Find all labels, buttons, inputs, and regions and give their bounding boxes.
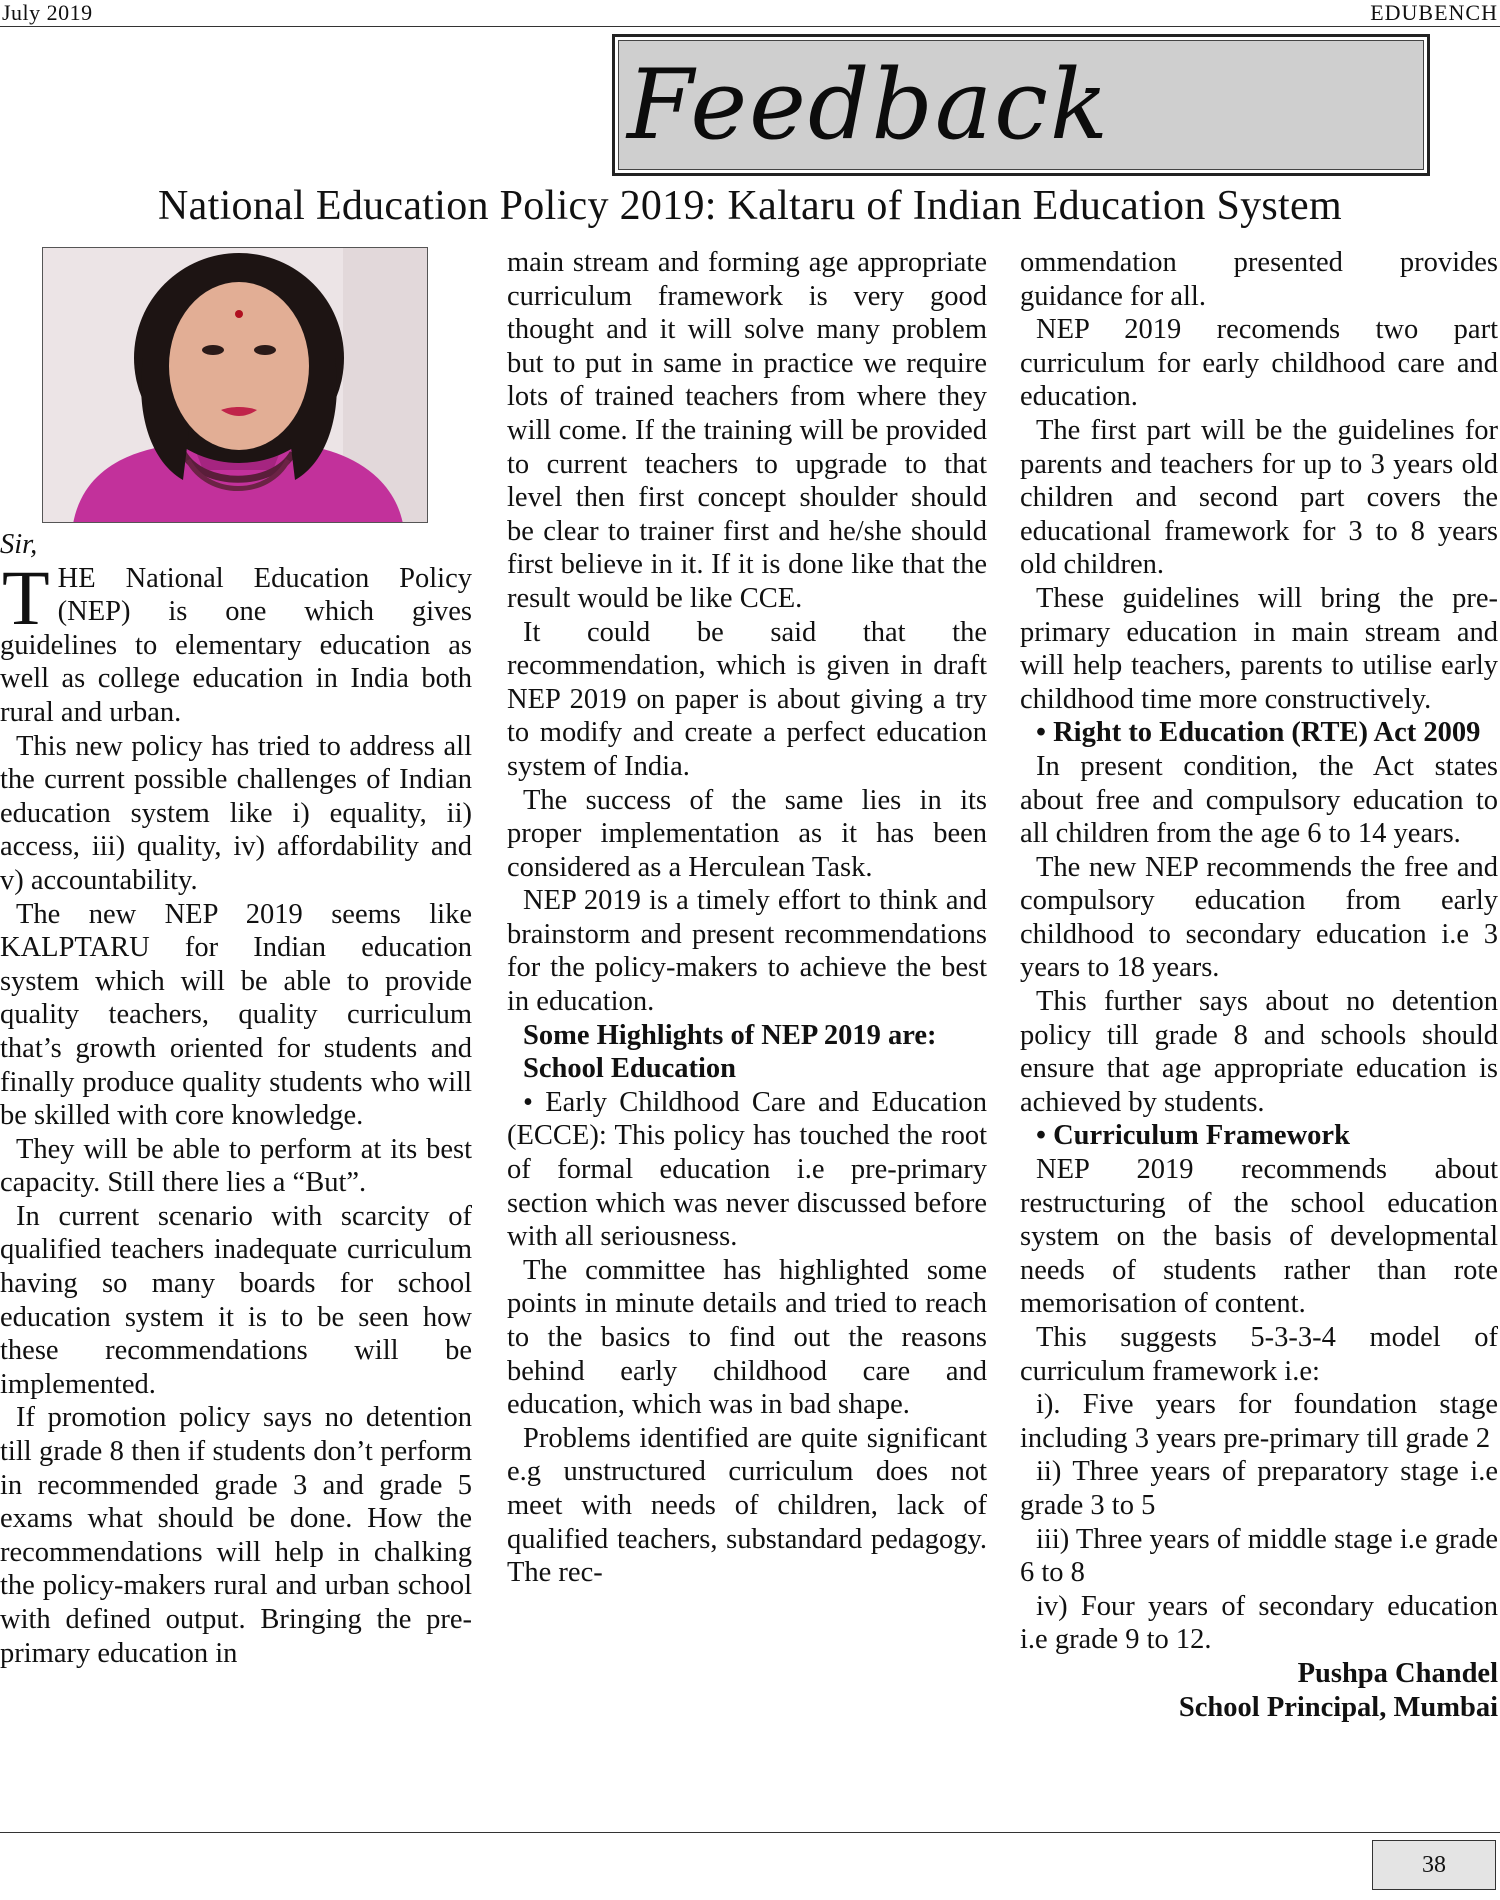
paragraph: They will be able to perform at its best capacity. Still there lies a “But”. xyxy=(0,1133,472,1199)
article-column-3 xyxy=(1020,246,1498,1724)
paragraph: The first part will be the guidelines for parents and teachers for up to 3 years old children and second part covers the educational framework for 3 to 8 years old children. xyxy=(1020,414,1498,581)
page-number: 38 xyxy=(1372,1840,1496,1890)
author-title: School Principal, Mumbai xyxy=(1178,1691,1498,1723)
running-header xyxy=(0,0,1500,27)
section-banner xyxy=(612,34,1430,176)
publication-name: EDUBENCH xyxy=(1370,0,1498,25)
paragraph-text: HE National Education Policy (NEP) is one which gives guidelines to elementary education as well as college education in India both rural and urban. xyxy=(0,562,472,728)
author-portrait-image xyxy=(43,248,428,523)
author-photo xyxy=(42,247,428,523)
salutation: Sir, xyxy=(0,529,38,560)
author-name: Pushpa Chandel xyxy=(1297,1657,1498,1689)
issue-date: July 2019 xyxy=(2,0,93,25)
paragraph xyxy=(0,553,472,730)
paragraph: NEP 2019 recommends about restructuring of the school education system on the basis of developmental needs of students rather than rote memorisation of content. xyxy=(1020,1154,1498,1320)
section-heading: Some Highlights of NEP 2019 are: xyxy=(523,1019,937,1051)
paragraph: In present condition, the Act states about free and compulsory education to all children from the age 6 to 14 years. xyxy=(1020,750,1498,850)
subsection-heading: School Education xyxy=(523,1053,737,1085)
list-item: ii) Three years of preparatory stage i.e grade 3 to 5 xyxy=(1020,1456,1498,1521)
paragraph: In current scenario with scarcity of qualified teachers inadequate curriculum having so many boards for school education system it is to be seen how these recommendations will be implemented. xyxy=(0,1200,472,1400)
paragraph: NEP 2019 is a timely effort to think and brainstorm and present recommendations for the policy-makers to achieve the best in education. xyxy=(507,885,987,1018)
footer-rule xyxy=(0,1832,1500,1833)
article-column-2 xyxy=(507,246,987,1590)
paragraph: The new NEP recommends the free and compulsory education from early childhood to secondary education i.e 3 years to 18 years. xyxy=(1020,851,1498,984)
paragraph: main stream and forming age appropriate curriculum framework is very good thought and it will solve many problem but to put in same in practice we require lots of trained teachers from where they will come. If the training will be provided to current teachers to upgrade to that level then first concept shoulder should be clear to trainer first and he/she should first believe in it. If it is done like that the result would be like CCE. xyxy=(507,247,987,614)
paragraph: It could be said that the recommendation, which is given in draft NEP 2019 on paper is about giving a try to modify and create a perfect education system of India. xyxy=(507,616,987,782)
paragraph: The new NEP 2019 seems like KALPTARU for Indian education system which will be able to provide quality teachers, quality curriculum that’s growth oriented for students and finally produce quality students who will be skilled with core knowledge. xyxy=(0,898,472,1132)
paragraph: These guidelines will bring the pre-primary education in main stream and will help teachers, parents to utilise early childhood time more constructively. xyxy=(1020,582,1498,715)
drop-cap: T xyxy=(2,553,50,641)
list-item: iv) Four years of secondary education i.e grade 9 to 12. xyxy=(1020,1590,1498,1656)
paragraph: The success of the same lies in its proper implementation as it has been considered as a Herculean Task. xyxy=(507,784,987,883)
paragraph: This new policy has tried to address all the current possible challenges of Indian education system like i) equality, ii) access, iii) quality, iv) affordability and v) accountability. xyxy=(0,730,472,896)
list-item: iii) Three years of middle stage i.e grade 6 to 8 xyxy=(1020,1523,1498,1589)
article-headline: National Education Policy 2019: Kaltaru of Indian Education System xyxy=(158,183,1342,229)
subsection-heading: • Curriculum Framework xyxy=(1036,1120,1350,1152)
paragraph: ommendation presented provides guidance for all. xyxy=(1020,247,1498,312)
paragraph: Problems identified are quite significant e.g unstructured curriculum does not meet with needs of children, lack of qualified teachers, substandard pedagogy. The rec- xyxy=(507,1422,987,1589)
subsection-heading: • Right to Education (RTE) Act 2009 xyxy=(1036,717,1481,749)
paragraph: This further says about no detention policy till grade 8 and schools should ensure that age appropriate education is achieved by students. xyxy=(1020,986,1498,1118)
paragraph: The committee has highlighted some points in minute details and tried to reach to the basics to find out the reasons behind early childhood care and education, which was in bad shape. xyxy=(507,1254,987,1421)
paragraph: This suggests 5-3-3-4 model of curriculum framework i.e: xyxy=(1020,1322,1498,1387)
paragraph: If promotion policy says no detention till grade 8 then if students don’t perform in recommended grade 3 and grade 5 exams what should be done. How the recommendations will help in chalking the policy-makers rural and urban school with defined output. Bringing the pre-primary education in xyxy=(0,1402,472,1669)
article-column-1 xyxy=(0,528,472,1670)
list-item: i). Five years for foundation stage including 3 years pre-primary till grade 2 xyxy=(1020,1389,1498,1454)
section-banner-inner xyxy=(618,40,1424,170)
section-title: Feedback xyxy=(627,49,1111,161)
paragraph: • Early Childhood Care and Education (ECCE): This policy has touched the root of formal education i.e pre-primary section which was never discussed before with all seriousness. xyxy=(507,1086,987,1253)
paragraph: NEP 2019 recomends two part curriculum for early childhood care and education. xyxy=(1020,314,1498,413)
